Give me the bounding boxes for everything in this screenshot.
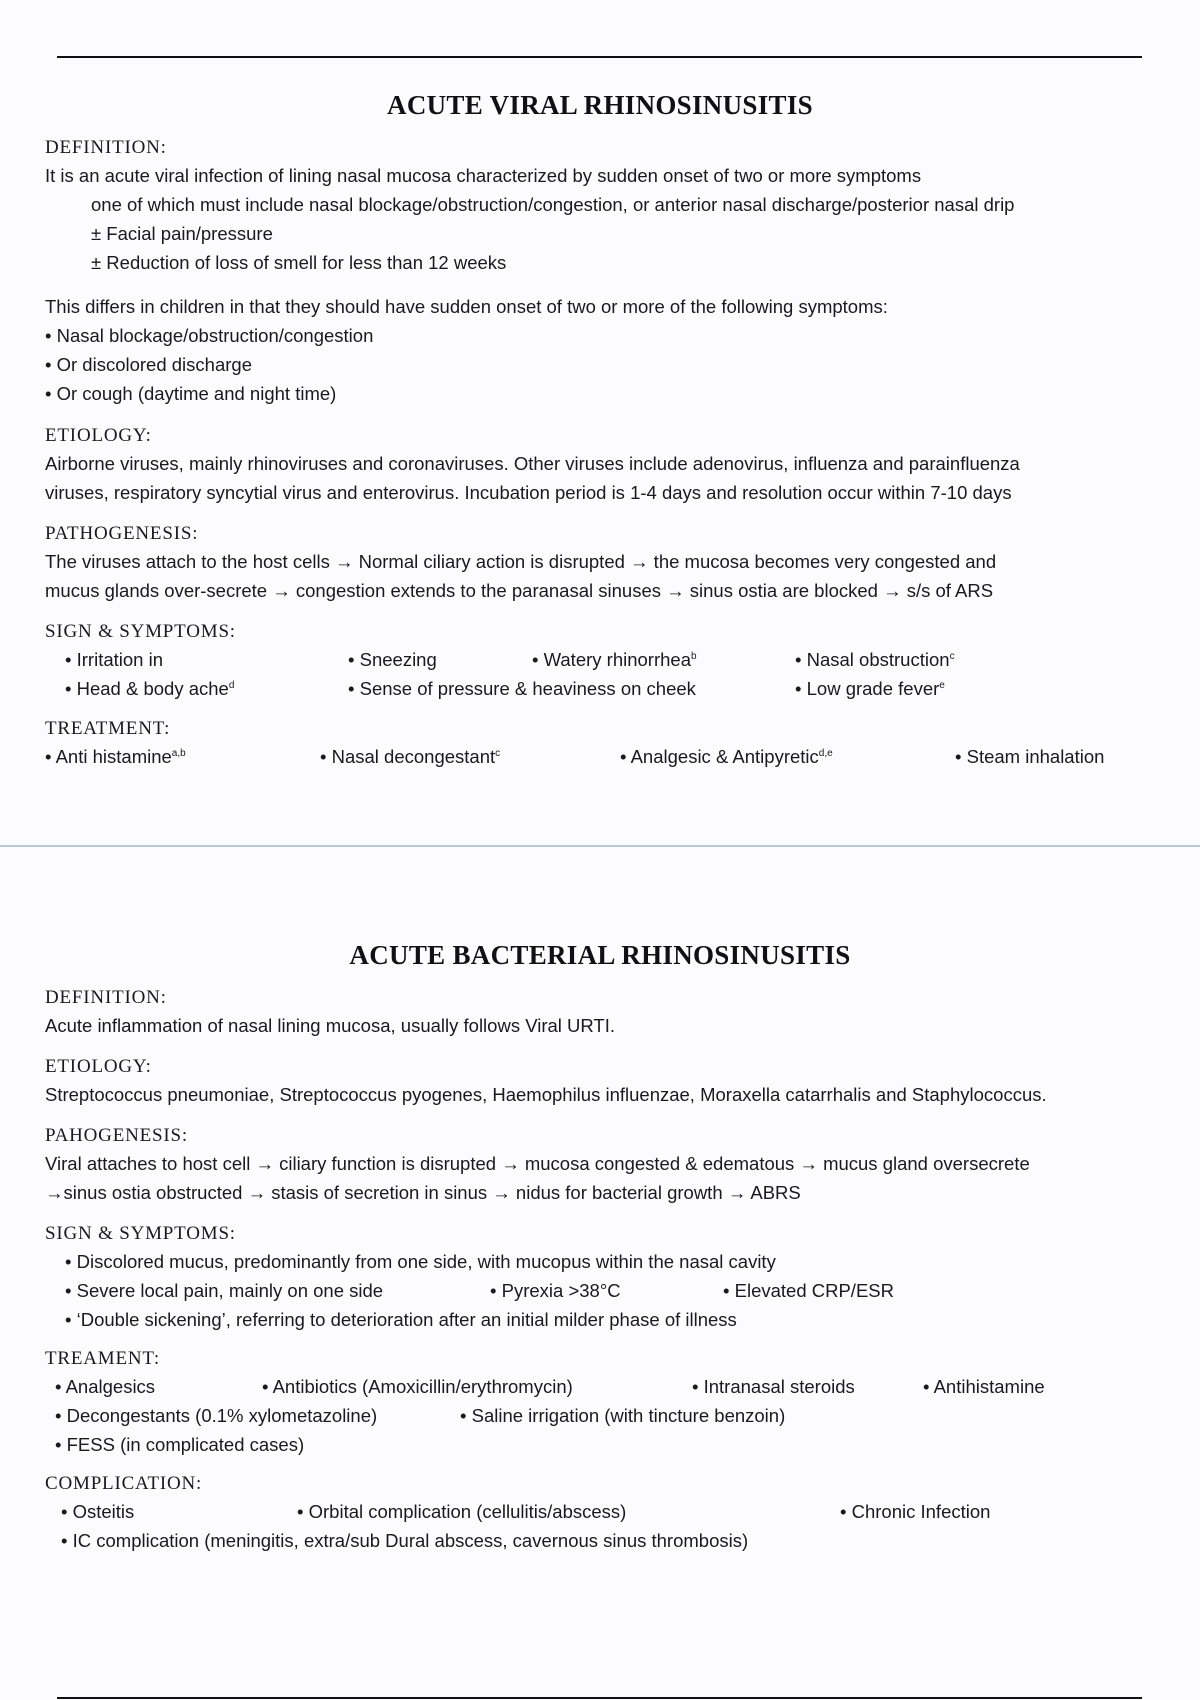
viral-treatment-item: • Nasal decongestant$^c$ (320, 746, 501, 767)
viral-treatment-item: • Analgesic & Antipyretic$^{d,e}$ (620, 746, 833, 767)
bacterial-treatment-item: • Antibiotics (Amoxicillin/erythromycin) (262, 1376, 573, 1397)
viral-definition-sub2: ± Facial pain/pressure (91, 223, 273, 244)
viral-sign-item: • Sense of pressure & heaviness on cheek (348, 678, 696, 699)
viral-sign-item: • Low grade fever$^e$ (795, 678, 945, 699)
bacterial-etiology-text: Streptococcus pneumoniae, Streptococcus pyogenes, Haemophilus influenzae, Moraxella catarrhalis and Staphylococcus. (45, 1084, 1047, 1105)
bacterial-treatment-heading: TREAMENT: (45, 1348, 160, 1369)
viral-title: ACUTE VIRAL RHINOSINUSITIS (387, 90, 813, 120)
viral-treatment-row (45, 742, 1155, 771)
top-rule (57, 56, 1142, 58)
page-divider (0, 845, 1200, 847)
bacterial-pathogenesis-line: Viral attaches to host cell → ciliary function is disrupted → mucosa congested & edematous → mucus gland oversecrete (45, 1153, 1030, 1174)
viral-children-item: • Or discolored discharge (45, 354, 252, 375)
viral-sign-item: • Watery rhinorrhea$^b$ (532, 649, 697, 670)
viral-signs-row (45, 674, 1155, 703)
viral-treatment-heading: TREATMENT: (45, 718, 171, 739)
viral-signs-heading: SIGN & SYMPTOMS: (45, 621, 236, 642)
bacterial-etiology-heading: ETIOLOGY: (45, 1056, 152, 1077)
bacterial-treatment-row (45, 1430, 1155, 1459)
viral-definition-heading: DEFINITION: (45, 137, 167, 158)
bacterial-complication-item: • Orbital complication (cellulitis/abscess) (297, 1501, 627, 1522)
viral-definition-sub1: one of which must include nasal blockage/obstruction/congestion, or anterior nasal discharge/posterior nasal drip (91, 194, 1015, 215)
viral-signs-row (45, 645, 1155, 674)
bacterial-definition-heading: DEFINITION: (45, 987, 167, 1008)
viral-definition-sub3: ± Reduction of loss of smell for less than 12 weeks (91, 252, 507, 273)
bacterial-sign-item: • Pyrexia >38°C (490, 1280, 621, 1301)
bacterial-treatment-item: • FESS (in complicated cases) (55, 1434, 305, 1455)
bacterial-signs-heading: SIGN & SYMPTOMS: (45, 1223, 236, 1244)
viral-sign-item: • Sneezing (348, 649, 437, 670)
bacterial-complication-row (45, 1497, 1155, 1526)
viral-treatment-item: • Anti histamine$^{a,b}$ (45, 746, 186, 767)
viral-children-intro: This differs in children in that they should have sudden onset of two or more of the following symptoms: (45, 296, 888, 317)
bacterial-title: ACUTE BACTERIAL RHINOSINUSITIS (349, 940, 851, 970)
bacterial-treatment-item: • Analgesics (55, 1376, 156, 1397)
viral-sign-item: • Head & body ache$^d$ (65, 678, 235, 699)
bacterial-signs-row (45, 1276, 1155, 1305)
bacterial-treatment-item: • Antihistamine (923, 1376, 1045, 1397)
bacterial-sign-item: • Discolored mucus, predominantly from one side, with mucopus within the nasal cavity (65, 1251, 776, 1272)
bacterial-treatment-row (45, 1401, 1155, 1430)
viral-children-item: • Or cough (daytime and night time) (45, 383, 337, 404)
bacterial-complication-item: • Chronic Infection (840, 1501, 991, 1522)
bacterial-sign-item: • Severe local pain, mainly on one side (65, 1280, 384, 1301)
bacterial-complication-item: • IC complication (meningitis, extra/sub Dural abscess, cavernous sinus thrombosis) (61, 1530, 749, 1551)
bacterial-treatment-item: • Decongestants (0.1% xylometazoline) (55, 1405, 378, 1426)
viral-section (45, 90, 1155, 771)
bacterial-sign-item: • ‘Double sickening’, referring to deterioration after an initial milder phase of illness (65, 1309, 737, 1330)
viral-pathogenesis-heading: PATHOGENESIS: (45, 523, 199, 544)
viral-etiology-line: Airborne viruses, mainly rhinoviruses and coronaviruses. Other viruses include adenovirus, influenza and parainfluenza (45, 453, 1020, 474)
bacterial-treatment-item: • Saline irrigation (with tincture benzoin) (460, 1405, 786, 1426)
bacterial-complication-row (45, 1526, 1155, 1555)
viral-definition-text: It is an acute viral infection of lining nasal mucosa characterized by sudden onset of two or more symptoms (45, 165, 922, 186)
bacterial-complication-item: • Osteitis (61, 1501, 135, 1522)
viral-etiology-line: viruses, respiratory syncytial virus and enterovirus. Incubation period is 1-4 days and resolution occur within 7-10 days (45, 482, 1012, 503)
bottom-rule (57, 1697, 1142, 1699)
viral-pathogenesis-line: mucus glands over-secrete → congestion extends to the paranasal sinuses → sinus ostia are blocked → s/s of ARS (45, 580, 994, 601)
bacterial-section (45, 940, 1155, 1555)
bacterial-complication-heading: COMPLICATION: (45, 1473, 203, 1494)
viral-children-item: • Nasal blockage/obstruction/congestion (45, 325, 374, 346)
viral-sign-item: • Irritation in (65, 649, 163, 670)
viral-treatment-item: • Steam inhalation (955, 746, 1105, 767)
viral-etiology-heading: ETIOLOGY: (45, 425, 152, 446)
viral-sign-item: • Nasal obstruction$^c$ (795, 649, 955, 670)
bacterial-definition-text: Acute inflammation of nasal lining mucosa, usually follows Viral URTI. (45, 1015, 615, 1036)
viral-pathogenesis-line: The viruses attach to the host cells → Normal ciliary action is disrupted → the mucosa becomes very congested and (45, 551, 997, 572)
bacterial-pathogenesis-heading: PAHOGENESIS: (45, 1125, 188, 1146)
bacterial-pathogenesis-line: →sinus ostia obstructed → stasis of secretion in sinus → nidus for bacterial growth → ABRS (45, 1182, 801, 1203)
bacterial-treatment-item: • Intranasal steroids (692, 1376, 855, 1397)
bacterial-sign-item: • Elevated CRP/ESR (723, 1280, 894, 1301)
bacterial-treatment-row (45, 1372, 1155, 1401)
